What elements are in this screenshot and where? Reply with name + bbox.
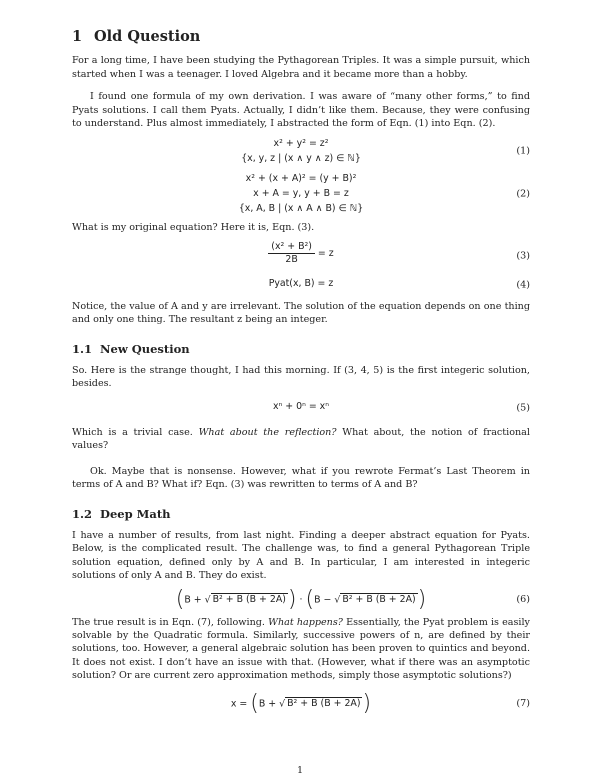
paragraph-fermat: Ok. Maybe that is nonsense. However, what if you rewrote Fermat’s Last Theorem in terms of A and B? What if? Eqn. (3) was rewritten to terms of A and B? <box>72 465 530 491</box>
section-heading-new-question: 1.1 New Question <box>72 341 190 356</box>
paragraph-intro: For a long time, I have been studying the Pythagorean Triples. It was a simple pursuit, which started when I was a teenager. I loved Algebra and it became more than a hobby. <box>72 55 530 80</box>
paragraph-original-equation: What is my original equation? Here it is, Eqn. (3). <box>72 222 315 234</box>
equation-6: (B + √ B² + B (B + 2A)) · (B − √ B² + B (B + 2A)) (6) <box>175 586 530 612</box>
equation-5: xⁿ + 0ⁿ = xⁿ (5) <box>273 400 530 414</box>
equation-2: x² + (x + A)² = (y + B)² x + A = y, y + B = z {x, A, B | (x ∧ A ∧ B) ∈ ℕ} (2) <box>238 173 530 215</box>
section-heading-old-question: 1 Old Question <box>72 28 201 45</box>
paragraph-true-result: The true result is in Eqn. (7), following. What happens? Essentially, the Pyat problem is easily solvable by the Quadratic formula. Similarly, successive powers of n, are defined by their solutions, too. However, a general algebraic solution has been proven to quintics and beyond. It does not exist. I don’t have an issue with that. (However, what if there was an asymptotic solution? Or are current zero approximation methods, simply those asymptotic solutions?) <box>72 616 530 682</box>
equation-1: x² + y² = z² {x, y, z | (x ∧ y ∧ z) ∈ ℕ} (1) <box>241 138 530 165</box>
paragraph-results: I have a number of results, from last night. Finding a deeper abstract equation for Pyats. Below, is the complicated result. The challenge was, to find a general Pythagorean Triple solution equation, defined only by A and B. In particular, I am interested in integeric solutions of only A and B. They do exist. <box>72 529 530 582</box>
paragraph-trivial-case: Which is a trivial case. What about the reflection? What about, the notion of fractional values? <box>72 426 530 452</box>
paragraph-notice: Notice, the value of A and y are irrelevant. The solution of the equation depends on one thing and only one thing. The resultant z being an integer. <box>72 300 530 326</box>
paper-body <box>72 30 530 719</box>
equation-3: $\frac{\text{(x² + B²)}}{2B}$ = z (3) <box>72 241 530 271</box>
equation-4: Pyat(x, B) = z (4) <box>268 277 530 291</box>
equation-7: x = (B + √ B² + B (B + 2A)) (7) <box>230 690 530 716</box>
page-number: 1 <box>296 765 304 776</box>
section-heading-deep-math: 1.2 Deep Math <box>72 506 171 521</box>
paragraph-strange-thought: So. Here is the strange thought, I had this morning. If (3, 4, 5) is the first integeric solution, besides. <box>72 365 530 390</box>
paragraph-formula: I found one formula of my own derivation. I was aware of “many other forms,” to find Pyats solutions. I call them Pyats. Actually, I didn’t like them. Because, they were confusing to understand. Plus almost immediately, I abstracted the form of Eqn. (1) into Eqn. (2). <box>72 91 530 130</box>
